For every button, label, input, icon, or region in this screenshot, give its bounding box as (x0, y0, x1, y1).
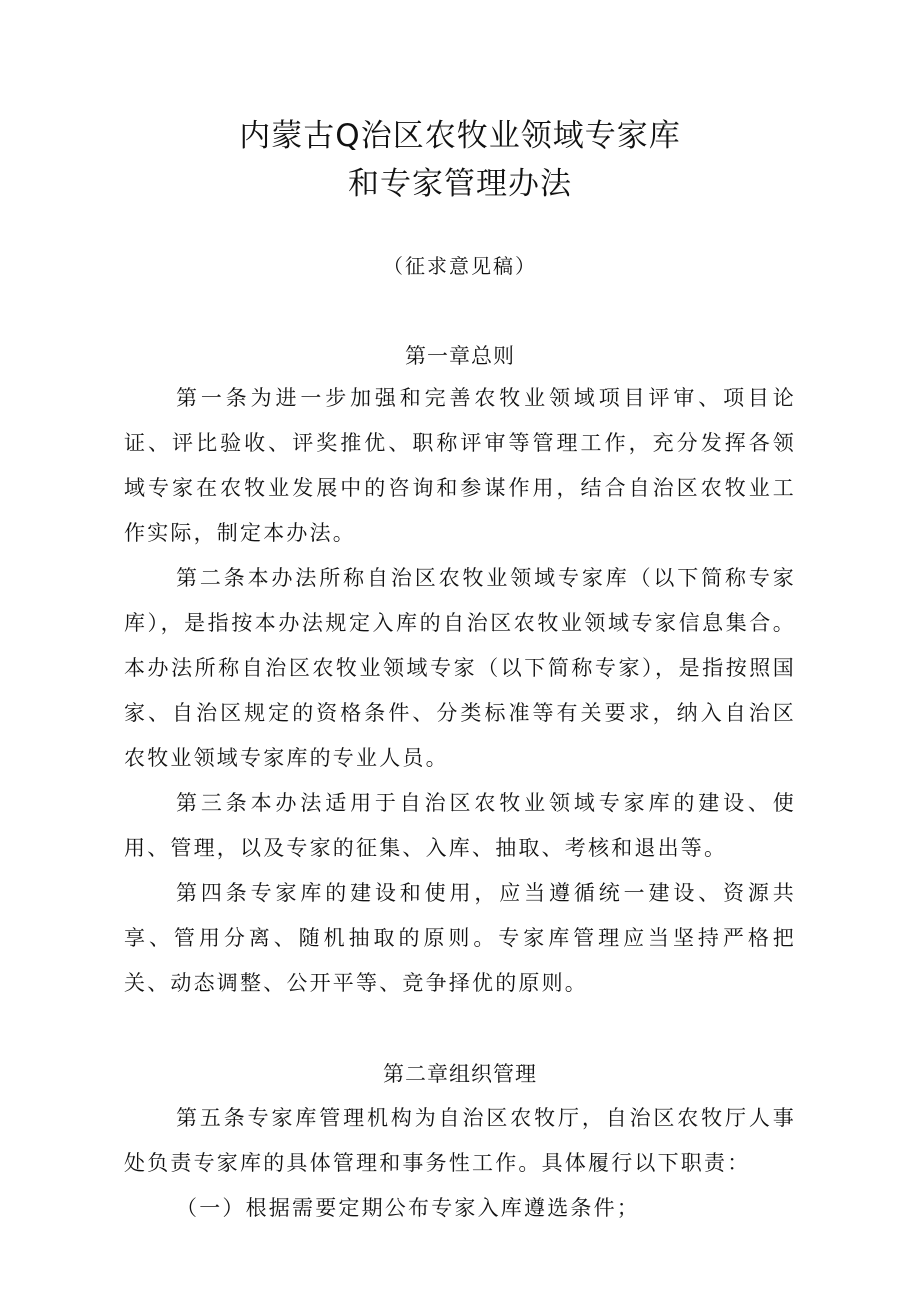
chapter-1-heading: 第一章总则 (405, 344, 515, 368)
article-5: 第五条专家库管理机构为自治区农牧厅，自治区农牧厅人事处负责专家库的具体管理和事务性工作。具体履行以下职责： (124, 1106, 796, 1175)
document-title-line-2: 和专家管理办法 (348, 166, 572, 202)
article-5-item-1: （一）根据需要定期公布专家入库遵选条件； (176, 1196, 640, 1220)
draft-subtitle: （征求意见稿） (383, 254, 537, 278)
article-4: 第四条专家库的建设和使用，应当遵循统一建设、资源共享、管用分离、随机抽取的原则。专家库管理应当坚持严格把关、动态调整、公开平等、竞争择优的原则。 (124, 881, 796, 995)
article-1: 第一条为进一步加强和完善农牧业领域项目评审、项目论证、评比验收、评奖推优、职称评审等管理工作，充分发挥各领域专家在农牧业发展中的咨询和参谋作用，结合自治区农牧业工作实际，制定本办法。 (124, 386, 796, 545)
document-title-line-1: 内蒙古Q治区农牧业领域专家库 (239, 118, 681, 154)
chapter-2-heading: 第二章组织管理 (383, 1062, 537, 1086)
article-3: 第三条本办法适用于自治区农牧业领域专家库的建设、使用、管理，以及专家的征集、入库、抽取、考核和退出等。 (124, 791, 796, 860)
article-2: 第二条本办法所称自治区农牧业领域专家库（以下简称专家库），是指按本办法规定入库的自治区农牧业领域专家信息集合。本办法所称自治区农牧业领域专家（以下简称专家），是指按照国家、自治区规定的资格条件、分类标准等有关要求，纳入自治区农牧业领域专家库的专业人员。 (124, 566, 796, 770)
